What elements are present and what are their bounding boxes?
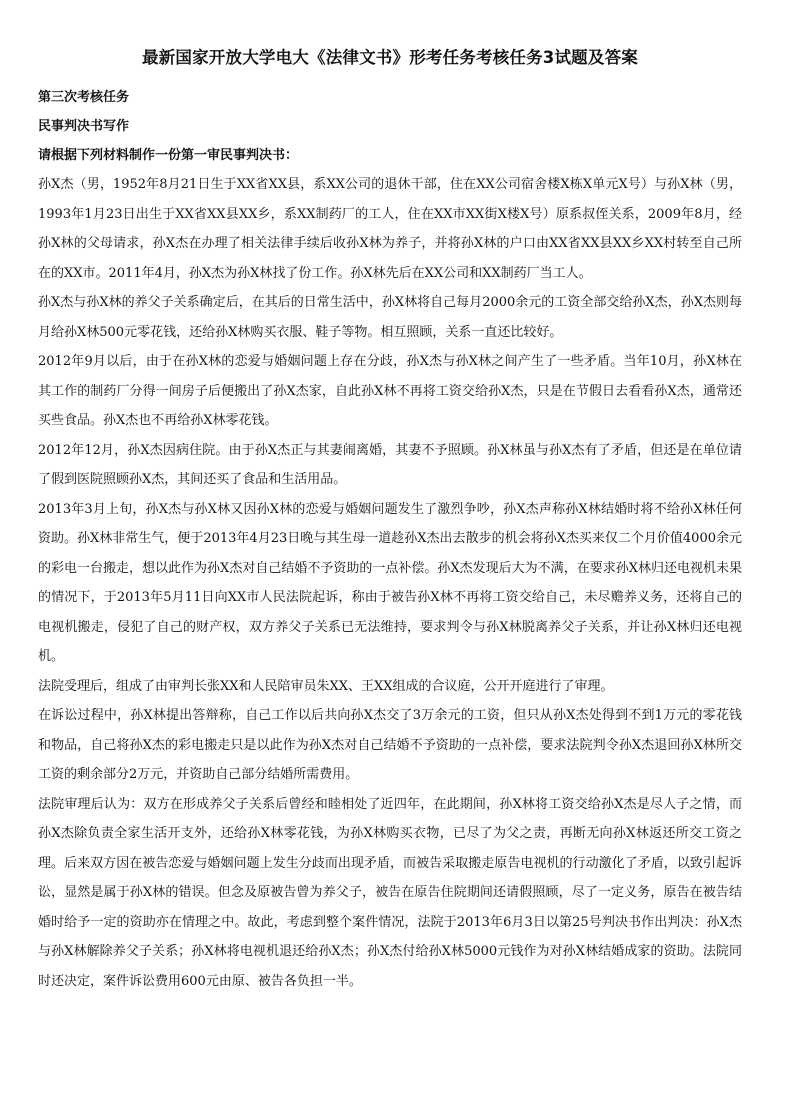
paragraph-4: 2012年12月，孙X杰因病住院。由于孙X杰正与其妻闹离婚，其妻不予照顾。孙X林虽与孙X杰有了矛盾，但还是在单位请了假到医院照顾孙X杰，其间还买了食品和生活用品。 <box>38 442 742 487</box>
paragraph-3: 2012年9月以后，由于在孙X林的恋爱与婚姻问题上存在分歧，孙X杰与孙X林之间产生了一些矛盾。当年10月，孙X林在其工作的制药厂分得一间房子后便搬出了孙X杰家，自此孙X林不再将工资交给孙X杰，只是在节假日去看看孙X杰，通常还买些食品。孙X杰也不再给孙X林零花钱。 <box>38 354 742 428</box>
paragraph-1: 孙X杰（男，1952年8月21日生于XX省XX县，系XX公司的退休干部，住在XX公司宿舍楼X栋X单元X号）与孙X林（男，1993年1月23日出生于XX省XX县XX乡，系XX制药厂的工人，住在XX市XX街X楼X号）原系叔侄关系，2009年8月，经孙X林的父母请求，孙X杰在办理了相关法律手续后收孙X林为养子，并将孙X林的户口由XX省XX县XX乡XX村转至自己所在的XX市。2011年4月，孙X杰为孙X林找了份工作。孙X林先后在XX公司和XX制药厂当工人。 <box>38 177 742 281</box>
subheading: 民事判决书写作 <box>38 119 130 134</box>
document-title: 最新国家开放大学电大《法律文书》形考任务考核任务3试题及答案 <box>142 48 638 67</box>
paragraph-5: 2013年3月上旬，孙X杰与孙X林又因孙X林的恋爱与婚姻问题发生了激烈争吵，孙X杰声称孙X林结婚时将不给孙X林任何资助。孙X林非常生气，便于2013年4月23日晚与其生母一道趁孙X杰出去散步的机会将孙X杰买来仅二个月价值4000余元的彩电一台搬走，想以此作为孙X杰对自己结婚不予资助的一点补偿。孙X杰发现后大为不满，在要求孙X林归还电视机未果的情况下，于2013年5月11日向XX市人民法院起诉，称由于被告孙X林不再将工资交给自己，未尽赡养义务，还将自己的电视机搬走，侵犯了自己的财产权，双方养父子关系已无法维持，要求判令与孙X林脱离养父子关系，并让孙X林归还电视机。 <box>38 501 742 664</box>
paragraph-2: 孙X杰与孙X林的养父子关系确定后，在其后的日常生活中，孙X林将自己每月2000余元的工资全部交给孙X杰，孙X杰则每月给孙X林500元零花钱，还给孙X林购买衣服、鞋子等物。相互照顾，关系一直还比较好。 <box>38 295 742 340</box>
section-heading: 第三次考核任务 <box>38 90 130 105</box>
paragraph-7: 在诉讼过程中，孙X林提出答辩称，自己工作以后共向孙X杰交了3万余元的工资，但只从孙X杰处得到不到1万元的零花钱和物品，自己将孙X杰的彩电搬走只是以此作为孙X杰对自己结婚不予资助的一点补偿，要求法院判令孙X杰退回孙X林所交工资的剩余部分2万元，并资助自己部分结婚所需费用。 <box>38 708 742 782</box>
paragraph-6: 法院受理后，组成了由审判长张XX和人民陪审员朱XX、王XX组成的合议庭，公开开庭进行了审理。 <box>38 678 614 694</box>
instruction: 请根据下列材料制作一份第一审民事判决书： <box>38 148 299 163</box>
paragraph-8: 法院审理后认为：双方在形成养父子关系后曾经和睦相处了近四年，在此期间，孙X林将工资交给孙X杰是尽人子之情，而孙X杰除负责全家生活开支外，还给孙X林零花钱，为孙X林购买衣物，已尽了为父之责，再断无向孙X林返还所交工资之理。后来双方因在被告恋爱与婚姻问题上发生分歧而出现矛盾，而被告采取搬走原告电视机的行动激化了矛盾，以致引起诉讼，显然是属于孙X林的错误。但念及原被告曾为养父子，被告在原告住院期间还请假照顾，尽了一定义务，原告在被告结婚时给予一定的资助亦在情理之中。故此，考虑到整个案件情况，法院于2013年6月3日以第25号判决书作出判决：孙X杰与孙X林解除养父子关系；孙X林将电视机退还给孙X杰；孙X杰付给孙X林5000元钱作为对孙X林结婚成家的资助。法院同时还决定，案件诉讼费用600元由原、被告各负担一半。 <box>38 796 742 989</box>
